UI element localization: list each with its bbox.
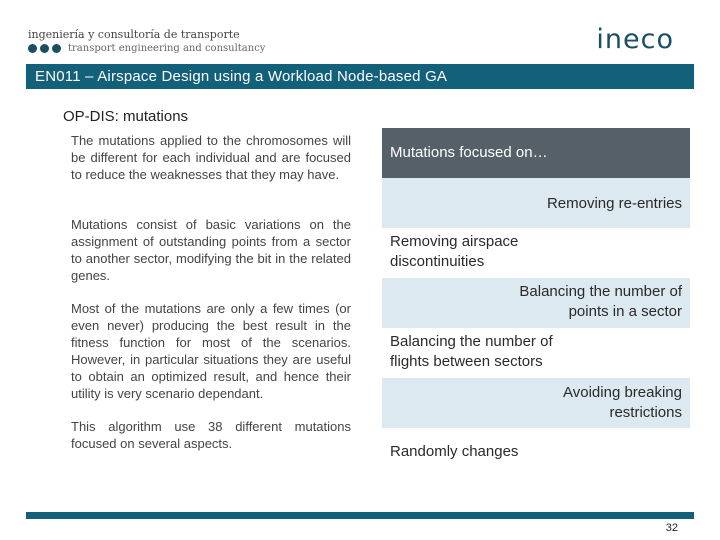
paragraph: This algorithm use 38 different mutations focused on several aspects. xyxy=(71,419,351,451)
page-number: 32 xyxy=(665,522,678,534)
brand-spanish: ingeniería y consultoría de transporte xyxy=(28,28,240,41)
brand-english: transport engineering and consultancy xyxy=(68,43,266,54)
dot xyxy=(28,44,37,53)
focus-item: Balancing the number of points in a sector xyxy=(382,278,690,328)
paragraph: Most of the mutations are only a few times (or even never) producing the best result in the fitness function for most of the scenarios. However, in particular situations they are useful to obtain an optimized result, and hence their utility is very scenario dependant. xyxy=(71,301,351,401)
footer-bar xyxy=(26,512,694,519)
focus-item: Removing airspace discontinuities xyxy=(390,233,519,270)
ineco-logo: ineco xyxy=(596,24,674,55)
focus-item: Randomly changes xyxy=(390,443,519,460)
dot xyxy=(52,44,61,53)
brand-dots xyxy=(28,44,61,53)
dot xyxy=(40,44,49,53)
focus-item: Removing re-entries xyxy=(382,178,690,228)
paragraph: Mutations consist of basic variations on the assignment of outstanding points from a sector to another sector, modifying the bit in the related genes. xyxy=(71,217,351,283)
focus-heading: Mutations focused on… xyxy=(382,128,690,178)
focus-item: Balancing the number of flights between sectors xyxy=(390,333,553,370)
slide-title: EN011 – Airspace Design using a Workload Node-based GA xyxy=(35,68,448,85)
paragraph: The mutations applied to the chromosomes will be different for each individual and are focused to reduce the weaknesses that they may have. xyxy=(71,133,351,182)
title-bar xyxy=(26,64,694,89)
slide-subtitle: OP-DIS: mutations xyxy=(63,108,189,125)
focus-item: Avoiding breaking restrictions xyxy=(382,378,690,428)
